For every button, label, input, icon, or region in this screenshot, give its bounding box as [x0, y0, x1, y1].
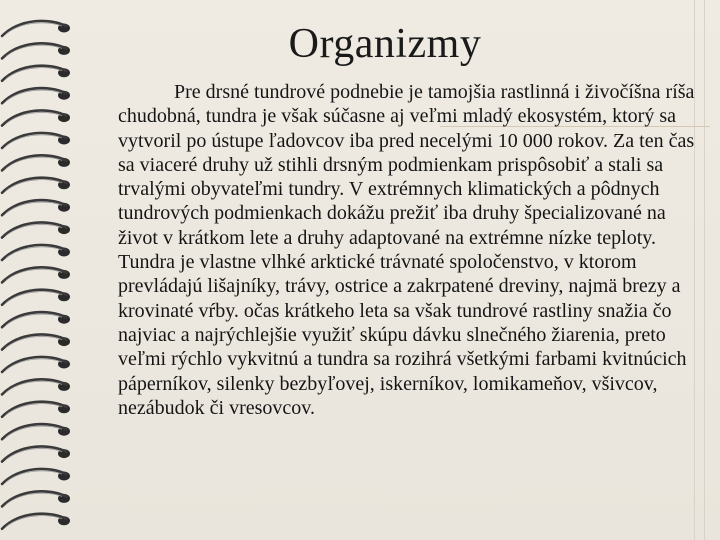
decorative-vertical-line — [704, 0, 705, 540]
binding-ring — [2, 514, 70, 529]
binding-ring — [2, 312, 70, 327]
binding-ring — [2, 290, 70, 305]
binding-ring — [2, 267, 70, 282]
binding-wire-highlight — [6, 337, 62, 348]
binding-ring — [2, 222, 70, 237]
binding-wire-highlight — [6, 180, 62, 191]
binding-wire-highlight — [6, 90, 62, 101]
binding-ring — [2, 88, 70, 103]
binding-wire-highlight — [6, 225, 62, 236]
binding-ring — [2, 469, 70, 484]
binding-wire-highlight — [6, 269, 62, 280]
binding-ring — [2, 334, 70, 349]
binding-wire-highlight — [6, 426, 62, 437]
binding-ring — [2, 424, 70, 439]
binding-ring — [2, 491, 70, 506]
binding-wire-highlight — [6, 157, 62, 168]
binding-wire-highlight — [6, 516, 62, 527]
binding-ring — [2, 133, 70, 148]
binding-ring — [2, 200, 70, 215]
binding-wire-highlight — [6, 292, 62, 303]
binding-ring — [2, 178, 70, 193]
binding-wire-highlight — [6, 68, 62, 79]
binding-ring — [2, 357, 70, 372]
binding-ring — [2, 402, 70, 417]
spiral-binding — [0, 0, 90, 540]
binding-wire-highlight — [6, 202, 62, 213]
binding-ring — [2, 379, 70, 394]
binding-wire-highlight — [6, 314, 62, 325]
binding-ring — [2, 446, 70, 461]
binding-wire-highlight — [6, 471, 62, 482]
binding-wire-highlight — [6, 493, 62, 504]
binding-wire-highlight — [6, 135, 62, 146]
binding-ring — [2, 110, 70, 125]
binding-wire-highlight — [6, 404, 62, 415]
binding-wire-highlight — [6, 359, 62, 370]
slide-body-text: Pre drsné tundrové podnebie je tamojšia rastlinná i živočíšna ríša chudobná, tundra je však súčasne aj veľmi mladý ekosystém, ktorý sa vytvoril po ústupe ľadovcov iba pred necelými 10 000 rokov. Za ten čas sa viaceré druhy už stihli drsným podmienkam prispôsobiť a stali sa trvalými obyvateľmi tundry. V extrémnych klimatických a pôdnych tundrových podmienkach dokážu prežiť iba druhy špecializované na život v krátkom lete a druhy adaptované na extrémne nízke teploty. Tundra je vlastne vlhké arktické trávnaté spoločenstvo, v ktorom prevládajú lišajníky, trávy, ostrice a zakrpatené dreviny, najmä brezy a krovinaté vŕby. očas krátkeho leta sa však tundrové rastliny snažia čo najviac a najrýchlejšie využiť skúpu dávku slnečného žiarenia, preto veľmi rýchlo vykvitnú a tundra sa rozihrá všetkými farbami kvitnúcich páperníkov, silenky bezbyľovej, iskerníkov, lomikameňov, všivcov, nezábudok či vresovcov. — [118, 81, 695, 419]
slide-title: Organizmy — [288, 21, 482, 67]
binding-wire-highlight — [6, 113, 62, 124]
binding-ring — [2, 155, 70, 170]
binding-wire-highlight — [6, 449, 62, 460]
binding-wire-highlight — [6, 381, 62, 392]
binding-ring — [2, 245, 70, 260]
binding-wire-highlight — [6, 247, 62, 258]
